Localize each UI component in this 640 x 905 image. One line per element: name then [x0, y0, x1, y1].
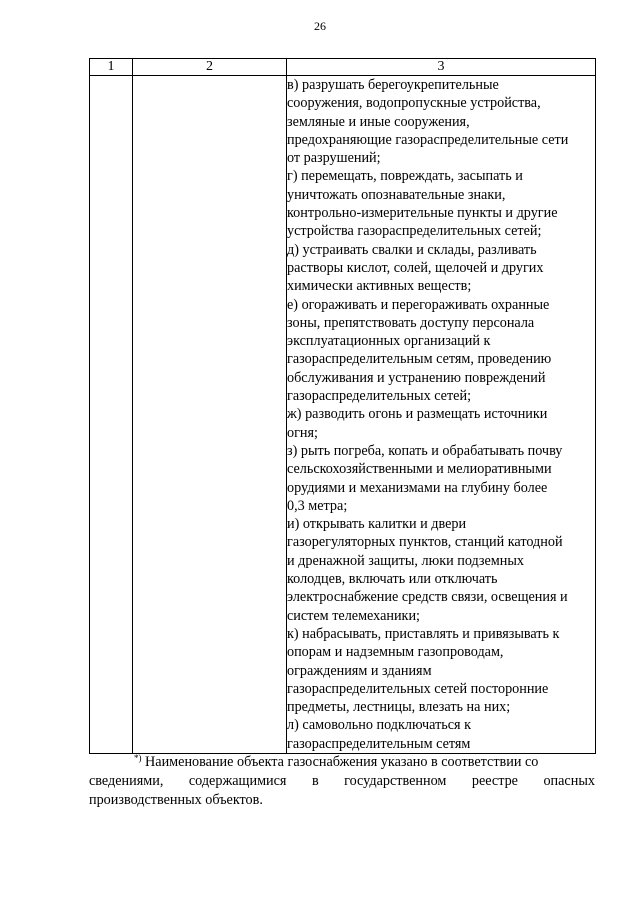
- footnote-word: содержащимися: [188, 773, 287, 789]
- cell-text-line: растворы кислот, солей, щелочей и других: [287, 259, 544, 276]
- cell-text-line: систем телемеханики;: [287, 607, 420, 624]
- cell-text-line: огня;: [287, 424, 318, 441]
- cell-text-line: и дренажной защиты, люки подземных: [287, 552, 524, 569]
- cell-text-line: в) разрушать берегоукрепительные: [287, 77, 499, 93]
- cell-text-line: з) рыть погреба, копать и обрабатывать почву: [287, 442, 563, 459]
- cell-text-line: электроснабжение средств связи, освещения и: [287, 589, 568, 606]
- footnote-line-3: производственных объектов.: [89, 792, 263, 808]
- cell-text-line: газорегуляторных пунктов, станций катодной: [287, 534, 563, 551]
- column-header-1: 1: [90, 59, 133, 76]
- cell-text-line: уничтожать опознавательные знаки,: [287, 186, 506, 203]
- cell-text-line: 0,3 метра;: [287, 497, 348, 514]
- cell-text-line: газораспределительным сетям: [287, 735, 471, 752]
- cell-text-line: орудиями и механизмами на глубину более: [287, 479, 548, 496]
- cell-text-line: газораспределительных сетей;: [287, 388, 472, 405]
- footnote-word: в: [311, 773, 319, 789]
- cell-text-line: ж) разводить огонь и размещать источники: [287, 406, 548, 423]
- cell-text-line: е) огораживать и перегораживать охранные: [287, 296, 550, 313]
- column-3-cell: [287, 76, 596, 754]
- cell-text-line: зоны, препятствовать доступу персонала: [287, 314, 535, 331]
- cell-text-line: химически активных веществ;: [287, 278, 472, 295]
- column-1-cell: [90, 76, 133, 754]
- column-2-cell: [133, 76, 287, 754]
- cell-text-line: предметы, лестницы, влезать на них;: [287, 699, 511, 716]
- footnote-word: реестре: [471, 773, 518, 789]
- footnote-line-1-text: Наименование объекта газоснабжения указано в соответствии со: [145, 754, 539, 770]
- cell-text-line: обслуживания и устранению повреждений: [287, 369, 546, 386]
- cell-text-line: ограждениям и зданиям: [287, 662, 432, 679]
- cell-text-line: г) перемещать, повреждать, засыпать и: [287, 168, 523, 185]
- footnote-marker: *): [134, 753, 142, 763]
- cell-text-line: и) открывать калитки и двери: [287, 516, 467, 533]
- page-number: 26: [314, 19, 326, 33]
- cell-text-line: газораспределительным сетям, проведению: [287, 351, 552, 368]
- footnote-line-1: [89, 749, 595, 772]
- cell-text-line: к) набрасывать, приставлять и привязывать к: [287, 625, 560, 642]
- table-header-row: [90, 59, 596, 76]
- cell-text-line: сельскохозяйственными и мелиоративными: [287, 461, 552, 478]
- cell-text-line: опорам и надземным газопроводам,: [287, 644, 504, 661]
- cell-text-line: земляные и иные сооружения,: [287, 113, 470, 130]
- cell-text-line: предохраняющие газораспределительные сети: [287, 131, 569, 148]
- cell-text-line: устройства газораспределительных сетей;: [287, 223, 542, 240]
- column-header-3: 3: [287, 59, 596, 76]
- cell-text-line: сооружения, водопропускные устройства,: [287, 95, 541, 112]
- footnote-word: опасных: [543, 773, 595, 789]
- cell-text-line: контрольно-измерительные пункты и другие: [287, 205, 558, 222]
- cell-text-line: колодцев, включать или отключать: [287, 571, 498, 588]
- footnote-line-2: [89, 772, 595, 791]
- cell-text-line: эксплуатационных организаций к: [287, 333, 491, 350]
- footnote-word: государственном: [344, 773, 447, 789]
- table-row: [90, 76, 596, 754]
- cell-text-line: л) самовольно подключаться к: [287, 717, 472, 734]
- footnote: [89, 749, 595, 810]
- document-table: [89, 58, 596, 754]
- cell-text-line: от разрушений;: [287, 150, 381, 167]
- footnote-word: сведениями,: [89, 773, 164, 789]
- cell-text-line: д) устраивать свалки и склады, разливать: [287, 241, 537, 258]
- column-header-2: 2: [133, 59, 287, 76]
- cell-text-line: газораспределительных сетей посторонние: [287, 680, 549, 697]
